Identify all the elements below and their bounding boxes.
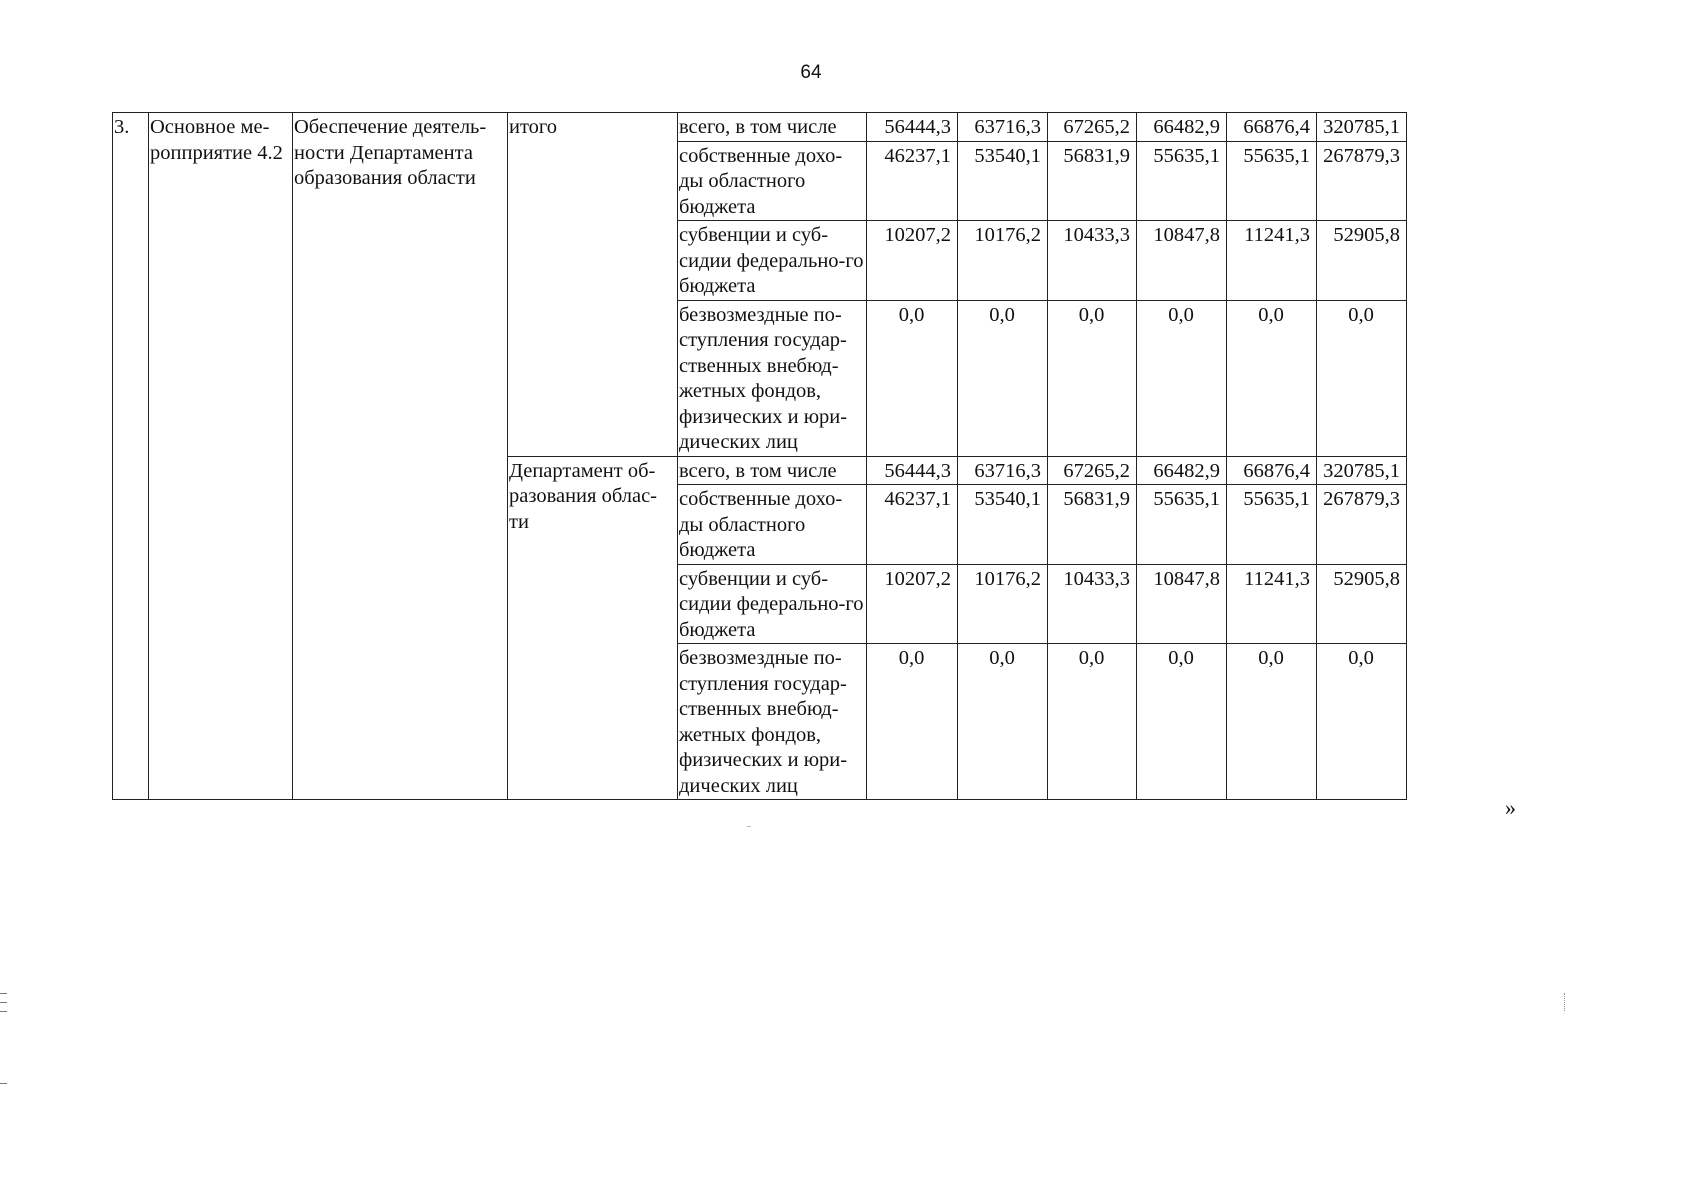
amount-cell: 53540,1 — [958, 485, 1048, 565]
scan-artifact — [0, 1002, 7, 1003]
amount-cell: 56831,9 — [1048, 485, 1137, 565]
amount-cell: 320785,1 — [1317, 456, 1407, 485]
amount-cell: 55635,1 — [1227, 141, 1317, 221]
amount-cell: 66482,9 — [1137, 113, 1227, 142]
amount-cell: 0,0 — [1227, 644, 1317, 800]
scan-artifact — [1564, 993, 1568, 1011]
funding-source-cell: собственные дохо-ды областного бюджета — [678, 141, 867, 221]
amount-cell: 0,0 — [958, 300, 1048, 456]
amount-cell: 46237,1 — [867, 141, 958, 221]
amount-cell: 0,0 — [1137, 644, 1227, 800]
amount-cell: 66482,9 — [1137, 456, 1227, 485]
amount-cell: 66876,4 — [1227, 456, 1317, 485]
scan-artifact — [747, 826, 751, 827]
amount-cell: 46237,1 — [867, 485, 958, 565]
scan-artifact — [0, 993, 7, 994]
executor-cell: Департамент об-разования облас-ти — [508, 456, 678, 800]
amount-cell: 10847,8 — [1137, 221, 1227, 301]
funding-source-cell: всего, в том числе — [678, 456, 867, 485]
amount-cell: 0,0 — [1048, 644, 1137, 800]
amount-cell: 66876,4 — [1227, 113, 1317, 142]
funding-source-cell: безвозмездные по-ступления государ-ственных внебюд-жетных фондов, физических и юри-дических лиц — [678, 300, 867, 456]
amount-cell: 10207,2 — [867, 564, 958, 644]
page-number: 64 — [800, 62, 822, 83]
amount-cell: 11241,3 — [1227, 221, 1317, 301]
amount-cell: 55635,1 — [1227, 485, 1317, 565]
funding-source-cell: собственные дохо-ды областного бюджета — [678, 485, 867, 565]
amount-cell: 0,0 — [1317, 644, 1407, 800]
measure-name-cell: Обеспечение деятель-ности Департамента образования области — [293, 113, 508, 800]
amount-cell: 53540,1 — [958, 141, 1048, 221]
executor-cell: итого — [508, 113, 678, 457]
amount-cell: 10207,2 — [867, 221, 958, 301]
amount-cell: 10847,8 — [1137, 564, 1227, 644]
amount-cell: 0,0 — [867, 644, 958, 800]
amount-cell: 55635,1 — [1137, 485, 1227, 565]
amount-cell: 0,0 — [1048, 300, 1137, 456]
amount-cell: 67265,2 — [1048, 456, 1137, 485]
funding-source-cell: всего, в том числе — [678, 113, 867, 142]
amount-cell: 55635,1 — [1137, 141, 1227, 221]
amount-cell: 56831,9 — [1048, 141, 1137, 221]
amount-cell: 0,0 — [867, 300, 958, 456]
amount-cell: 0,0 — [1317, 300, 1407, 456]
amount-cell: 267879,3 — [1317, 485, 1407, 565]
amount-cell: 0,0 — [1227, 300, 1317, 456]
amount-cell: 63716,3 — [958, 113, 1048, 142]
scan-artifact — [0, 1083, 7, 1084]
amount-cell: 56444,3 — [867, 113, 958, 142]
amount-cell: 11241,3 — [1227, 564, 1317, 644]
amount-cell: 56444,3 — [867, 456, 958, 485]
amount-cell: 52905,8 — [1317, 564, 1407, 644]
amount-cell: 320785,1 — [1317, 113, 1407, 142]
amount-cell: 63716,3 — [958, 456, 1048, 485]
funding-source-cell: субвенции и суб-сидии федерально-го бюджета — [678, 564, 867, 644]
amount-cell: 52905,8 — [1317, 221, 1407, 301]
measure-cell: Основное ме-ропприятие 4.2 — [149, 113, 293, 800]
table-row — [113, 113, 1407, 142]
row-index-cell: 3. — [113, 113, 149, 800]
amount-cell: 10433,3 — [1048, 221, 1137, 301]
amount-cell: 267879,3 — [1317, 141, 1407, 221]
closing-quote: » — [1505, 795, 1516, 820]
amount-cell: 0,0 — [958, 644, 1048, 800]
amount-cell: 10176,2 — [958, 564, 1048, 644]
amount-cell: 0,0 — [1137, 300, 1227, 456]
funding-source-cell: безвозмездные по-ступления государ-ственных внебюд-жетных фондов, физических и юри-дических лиц — [678, 644, 867, 800]
amount-cell: 67265,2 — [1048, 113, 1137, 142]
funding-source-cell: субвенции и суб-сидии федерально-го бюджета — [678, 221, 867, 301]
budget-table — [112, 112, 1407, 800]
amount-cell: 10176,2 — [958, 221, 1048, 301]
amount-cell: 10433,3 — [1048, 564, 1137, 644]
scan-artifact — [0, 1011, 7, 1012]
